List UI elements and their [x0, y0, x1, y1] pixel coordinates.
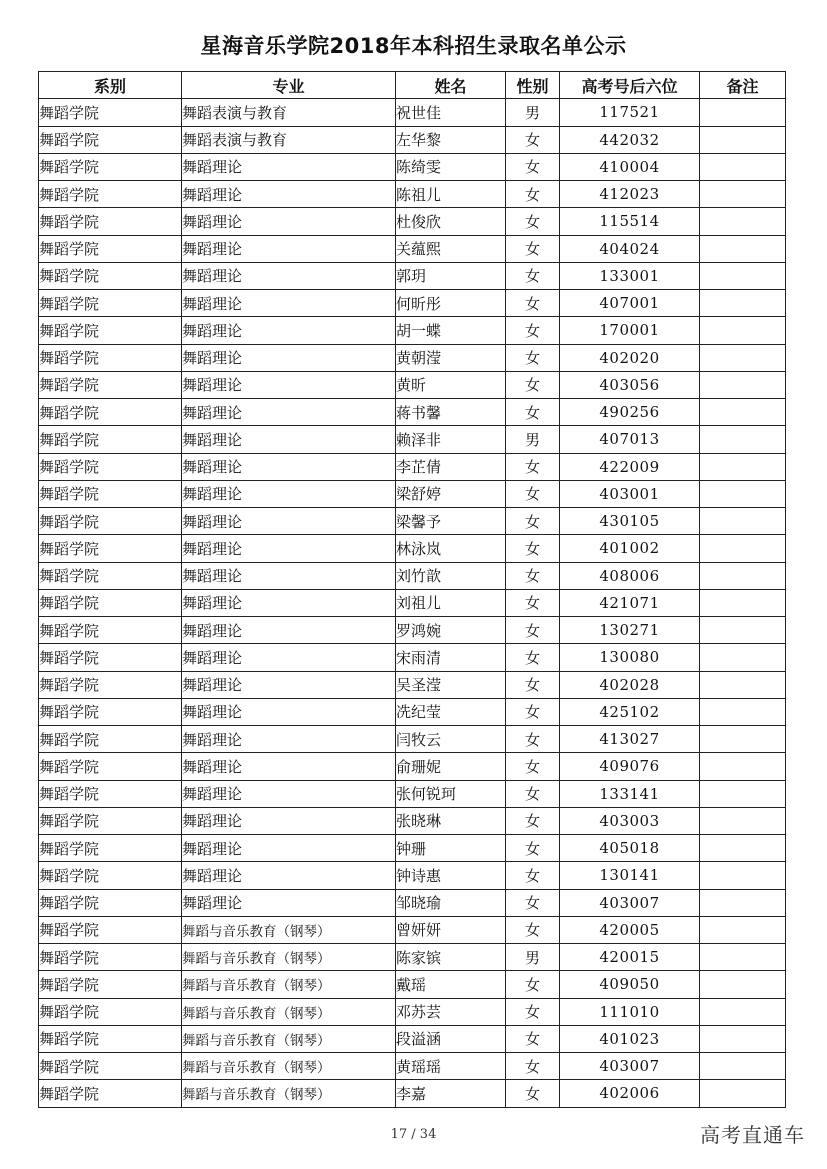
cell-name: 张晓琳 [396, 807, 506, 834]
table-row [39, 944, 786, 971]
cell-major: 舞蹈与音乐教育（钢琴） [182, 916, 396, 943]
cell-note [700, 126, 786, 153]
cell-name: 李芷倩 [396, 453, 506, 480]
cell-note [700, 371, 786, 398]
cell-note [700, 99, 786, 126]
cell-major: 舞蹈理论 [182, 807, 396, 834]
cell-name: 杜俊欣 [396, 208, 506, 235]
cell-note [700, 780, 786, 807]
cell-gender: 女 [506, 126, 560, 153]
cell-name: 邓苏芸 [396, 998, 506, 1025]
cell-major: 舞蹈理论 [182, 426, 396, 453]
cell-department: 舞蹈学院 [39, 971, 182, 998]
cell-name: 胡一蝶 [396, 317, 506, 344]
cell-note [700, 208, 786, 235]
table-row [39, 698, 786, 725]
cell-gender: 女 [506, 889, 560, 916]
cell-exam-id: 402020 [560, 344, 700, 371]
cell-gender: 女 [506, 617, 560, 644]
cell-note [700, 235, 786, 262]
cell-department: 舞蹈学院 [39, 1053, 182, 1080]
cell-name: 祝世佳 [396, 99, 506, 126]
cell-exam-id: 117521 [560, 99, 700, 126]
cell-note [700, 426, 786, 453]
cell-note [700, 835, 786, 862]
cell-department: 舞蹈学院 [39, 998, 182, 1025]
table-row [39, 889, 786, 916]
cell-major: 舞蹈理论 [182, 453, 396, 480]
cell-gender: 女 [506, 371, 560, 398]
cell-major: 舞蹈理论 [182, 317, 396, 344]
cell-gender: 女 [506, 835, 560, 862]
table-row [39, 1025, 786, 1052]
table-row [39, 99, 786, 126]
cell-major: 舞蹈理论 [182, 698, 396, 725]
cell-major: 舞蹈理论 [182, 862, 396, 889]
cell-exam-id: 130080 [560, 644, 700, 671]
cell-gender: 女 [506, 862, 560, 889]
cell-major: 舞蹈理论 [182, 235, 396, 262]
cell-department: 舞蹈学院 [39, 698, 182, 725]
table-row [39, 262, 786, 289]
cell-gender: 女 [506, 807, 560, 834]
cell-department: 舞蹈学院 [39, 889, 182, 916]
cell-name: 蒋书馨 [396, 399, 506, 426]
cell-department: 舞蹈学院 [39, 644, 182, 671]
cell-exam-id: 412023 [560, 181, 700, 208]
cell-note [700, 726, 786, 753]
table-row [39, 371, 786, 398]
cell-gender: 女 [506, 644, 560, 671]
cell-department: 舞蹈学院 [39, 480, 182, 507]
cell-exam-id: 420005 [560, 916, 700, 943]
cell-major: 舞蹈理论 [182, 617, 396, 644]
cell-department: 舞蹈学院 [39, 235, 182, 262]
cell-department: 舞蹈学院 [39, 1025, 182, 1052]
header-department: 系别 [39, 72, 182, 99]
cell-major: 舞蹈表演与教育 [182, 126, 396, 153]
cell-name: 宋雨清 [396, 644, 506, 671]
cell-exam-id: 402028 [560, 671, 700, 698]
cell-gender: 男 [506, 99, 560, 126]
cell-note [700, 317, 786, 344]
cell-note [700, 344, 786, 371]
cell-department: 舞蹈学院 [39, 862, 182, 889]
cell-department: 舞蹈学院 [39, 726, 182, 753]
cell-exam-id: 409050 [560, 971, 700, 998]
cell-name: 李嘉 [396, 1080, 506, 1107]
cell-department: 舞蹈学院 [39, 944, 182, 971]
cell-major: 舞蹈理论 [182, 780, 396, 807]
cell-exam-id: 401002 [560, 535, 700, 562]
cell-note [700, 508, 786, 535]
cell-department: 舞蹈学院 [39, 780, 182, 807]
cell-gender: 女 [506, 1025, 560, 1052]
cell-name: 闫牧云 [396, 726, 506, 753]
table-row [39, 1053, 786, 1080]
cell-exam-id: 130271 [560, 617, 700, 644]
cell-exam-id: 410004 [560, 153, 700, 180]
cell-gender: 女 [506, 262, 560, 289]
cell-gender: 女 [506, 399, 560, 426]
cell-exam-id: 403007 [560, 1053, 700, 1080]
cell-gender: 女 [506, 998, 560, 1025]
table-row [39, 835, 786, 862]
cell-major: 舞蹈理论 [182, 753, 396, 780]
header-major: 专业 [182, 72, 396, 99]
cell-gender: 女 [506, 589, 560, 616]
cell-name: 关蕴熙 [396, 235, 506, 262]
cell-gender: 女 [506, 290, 560, 317]
cell-name: 梁舒婷 [396, 480, 506, 507]
cell-note [700, 1025, 786, 1052]
cell-exam-id: 402006 [560, 1080, 700, 1107]
cell-gender: 女 [506, 508, 560, 535]
cell-name: 陈家镔 [396, 944, 506, 971]
cell-note [700, 644, 786, 671]
cell-exam-id: 407013 [560, 426, 700, 453]
cell-name: 戴瑶 [396, 971, 506, 998]
cell-gender: 女 [506, 780, 560, 807]
cell-major: 舞蹈理论 [182, 344, 396, 371]
cell-major: 舞蹈理论 [182, 399, 396, 426]
cell-major: 舞蹈表演与教育 [182, 99, 396, 126]
cell-gender: 女 [506, 671, 560, 698]
document-title: 星海音乐学院2018年本科招生录取名单公示 [200, 34, 627, 58]
cell-note [700, 290, 786, 317]
cell-note [700, 862, 786, 889]
cell-department: 舞蹈学院 [39, 181, 182, 208]
cell-department: 舞蹈学院 [39, 290, 182, 317]
cell-note [700, 998, 786, 1025]
cell-major: 舞蹈理论 [182, 562, 396, 589]
table-row [39, 916, 786, 943]
cell-department: 舞蹈学院 [39, 399, 182, 426]
cell-note [700, 589, 786, 616]
cell-exam-id: 401023 [560, 1025, 700, 1052]
cell-major: 舞蹈理论 [182, 589, 396, 616]
cell-department: 舞蹈学院 [39, 753, 182, 780]
page-number: 17 / 34 [390, 1127, 437, 1142]
table-row [39, 344, 786, 371]
cell-department: 舞蹈学院 [39, 371, 182, 398]
cell-department: 舞蹈学院 [39, 262, 182, 289]
cell-major: 舞蹈与音乐教育（钢琴） [182, 1053, 396, 1080]
table-row [39, 181, 786, 208]
cell-department: 舞蹈学院 [39, 671, 182, 698]
cell-exam-id: 133001 [560, 262, 700, 289]
cell-gender: 女 [506, 971, 560, 998]
watermark: 高考直通车 [700, 1123, 805, 1147]
cell-major: 舞蹈理论 [182, 153, 396, 180]
table-row [39, 317, 786, 344]
cell-major: 舞蹈理论 [182, 290, 396, 317]
cell-name: 罗鸿婉 [396, 617, 506, 644]
cell-exam-id: 421071 [560, 589, 700, 616]
header-gender: 性别 [506, 72, 560, 99]
cell-gender: 女 [506, 726, 560, 753]
cell-exam-id: 405018 [560, 835, 700, 862]
cell-gender: 女 [506, 153, 560, 180]
cell-note [700, 916, 786, 943]
cell-department: 舞蹈学院 [39, 126, 182, 153]
cell-major: 舞蹈理论 [182, 508, 396, 535]
cell-department: 舞蹈学院 [39, 562, 182, 589]
admission-table [38, 71, 786, 1108]
table-row [39, 780, 786, 807]
table-row [39, 562, 786, 589]
table-row [39, 426, 786, 453]
cell-note [700, 480, 786, 507]
cell-name: 吴圣滢 [396, 671, 506, 698]
cell-name: 何昕彤 [396, 290, 506, 317]
table-row [39, 1080, 786, 1107]
header-name: 姓名 [396, 72, 506, 99]
table-row [39, 153, 786, 180]
cell-gender: 女 [506, 344, 560, 371]
table-row [39, 617, 786, 644]
cell-gender: 女 [506, 235, 560, 262]
cell-exam-id: 422009 [560, 453, 700, 480]
cell-gender: 女 [506, 562, 560, 589]
cell-name: 刘祖儿 [396, 589, 506, 616]
cell-department: 舞蹈学院 [39, 835, 182, 862]
cell-exam-id: 403056 [560, 371, 700, 398]
table-row [39, 126, 786, 153]
cell-note [700, 807, 786, 834]
cell-exam-id: 442032 [560, 126, 700, 153]
cell-note [700, 971, 786, 998]
cell-note [700, 753, 786, 780]
table-row [39, 726, 786, 753]
cell-major: 舞蹈理论 [182, 835, 396, 862]
cell-name: 张何锐珂 [396, 780, 506, 807]
header-note: 备注 [700, 72, 786, 99]
cell-name: 陈绮雯 [396, 153, 506, 180]
cell-gender: 女 [506, 916, 560, 943]
table-row [39, 644, 786, 671]
cell-note [700, 1053, 786, 1080]
cell-department: 舞蹈学院 [39, 508, 182, 535]
table-row [39, 589, 786, 616]
cell-exam-id: 403003 [560, 807, 700, 834]
table-row [39, 807, 786, 834]
cell-exam-id: 407001 [560, 290, 700, 317]
cell-major: 舞蹈理论 [182, 535, 396, 562]
cell-exam-id: 425102 [560, 698, 700, 725]
cell-exam-id: 430105 [560, 508, 700, 535]
cell-name: 左华黎 [396, 126, 506, 153]
header-exam-id: 高考号后六位 [560, 72, 700, 99]
cell-name: 俞珊妮 [396, 753, 506, 780]
table-row [39, 753, 786, 780]
cell-name: 黄昕 [396, 371, 506, 398]
table-row [39, 508, 786, 535]
cell-gender: 女 [506, 698, 560, 725]
cell-exam-id: 133141 [560, 780, 700, 807]
cell-name: 陈祖儿 [396, 181, 506, 208]
cell-name: 冼纪莹 [396, 698, 506, 725]
cell-major: 舞蹈理论 [182, 889, 396, 916]
cell-major: 舞蹈理论 [182, 726, 396, 753]
cell-exam-id: 409076 [560, 753, 700, 780]
cell-exam-id: 170001 [560, 317, 700, 344]
cell-name: 郭玥 [396, 262, 506, 289]
cell-department: 舞蹈学院 [39, 807, 182, 834]
table-row [39, 235, 786, 262]
cell-department: 舞蹈学院 [39, 344, 182, 371]
cell-department: 舞蹈学院 [39, 153, 182, 180]
cell-exam-id: 130141 [560, 862, 700, 889]
cell-exam-id: 420015 [560, 944, 700, 971]
cell-major: 舞蹈与音乐教育（钢琴） [182, 998, 396, 1025]
cell-major: 舞蹈与音乐教育（钢琴） [182, 971, 396, 998]
cell-name: 邹晓瑜 [396, 889, 506, 916]
cell-exam-id: 408006 [560, 562, 700, 589]
cell-gender: 女 [506, 535, 560, 562]
cell-major: 舞蹈理论 [182, 644, 396, 671]
cell-major: 舞蹈理论 [182, 181, 396, 208]
cell-major: 舞蹈理论 [182, 671, 396, 698]
cell-gender: 女 [506, 480, 560, 507]
cell-name: 黄瑶瑶 [396, 1053, 506, 1080]
cell-major: 舞蹈与音乐教育（钢琴） [182, 1080, 396, 1107]
cell-note [700, 698, 786, 725]
cell-note [700, 453, 786, 480]
cell-note [700, 944, 786, 971]
cell-gender: 女 [506, 753, 560, 780]
cell-major: 舞蹈理论 [182, 262, 396, 289]
table-row [39, 453, 786, 480]
cell-gender: 女 [506, 453, 560, 480]
cell-note [700, 535, 786, 562]
table-row [39, 862, 786, 889]
cell-department: 舞蹈学院 [39, 317, 182, 344]
cell-note [700, 671, 786, 698]
cell-major: 舞蹈与音乐教育（钢琴） [182, 1025, 396, 1052]
cell-department: 舞蹈学院 [39, 1080, 182, 1107]
cell-major: 舞蹈理论 [182, 480, 396, 507]
cell-note [700, 262, 786, 289]
cell-gender: 女 [506, 317, 560, 344]
cell-name: 段溢涵 [396, 1025, 506, 1052]
table-row [39, 998, 786, 1025]
cell-gender: 男 [506, 426, 560, 453]
table-row [39, 208, 786, 235]
cell-exam-id: 403001 [560, 480, 700, 507]
cell-note [700, 562, 786, 589]
cell-name: 梁馨予 [396, 508, 506, 535]
cell-name: 赖泽非 [396, 426, 506, 453]
cell-note [700, 617, 786, 644]
table-row [39, 290, 786, 317]
cell-department: 舞蹈学院 [39, 99, 182, 126]
cell-exam-id: 111010 [560, 998, 700, 1025]
cell-name: 钟珊 [396, 835, 506, 862]
cell-major: 舞蹈理论 [182, 208, 396, 235]
cell-major: 舞蹈与音乐教育（钢琴） [182, 944, 396, 971]
cell-note [700, 889, 786, 916]
cell-department: 舞蹈学院 [39, 208, 182, 235]
cell-note [700, 181, 786, 208]
cell-exam-id: 403007 [560, 889, 700, 916]
cell-exam-id: 404024 [560, 235, 700, 262]
table-row [39, 671, 786, 698]
cell-department: 舞蹈学院 [39, 535, 182, 562]
cell-name: 曾妍妍 [396, 916, 506, 943]
cell-department: 舞蹈学院 [39, 916, 182, 943]
cell-name: 钟诗惠 [396, 862, 506, 889]
cell-department: 舞蹈学院 [39, 453, 182, 480]
cell-major: 舞蹈理论 [182, 371, 396, 398]
cell-department: 舞蹈学院 [39, 589, 182, 616]
table-row [39, 535, 786, 562]
cell-gender: 女 [506, 208, 560, 235]
cell-note [700, 153, 786, 180]
cell-exam-id: 413027 [560, 726, 700, 753]
cell-gender: 男 [506, 944, 560, 971]
cell-gender: 女 [506, 181, 560, 208]
cell-gender: 女 [506, 1080, 560, 1107]
cell-note [700, 1080, 786, 1107]
cell-department: 舞蹈学院 [39, 617, 182, 644]
cell-gender: 女 [506, 1053, 560, 1080]
table-body [39, 99, 786, 1107]
table-row [39, 971, 786, 998]
table-header-row [39, 72, 786, 99]
cell-name: 刘竹歆 [396, 562, 506, 589]
cell-exam-id: 115514 [560, 208, 700, 235]
cell-exam-id: 490256 [560, 399, 700, 426]
table-row [39, 480, 786, 507]
cell-name: 黄朝滢 [396, 344, 506, 371]
cell-note [700, 399, 786, 426]
cell-department: 舞蹈学院 [39, 426, 182, 453]
table-row [39, 399, 786, 426]
cell-name: 林泳岚 [396, 535, 506, 562]
